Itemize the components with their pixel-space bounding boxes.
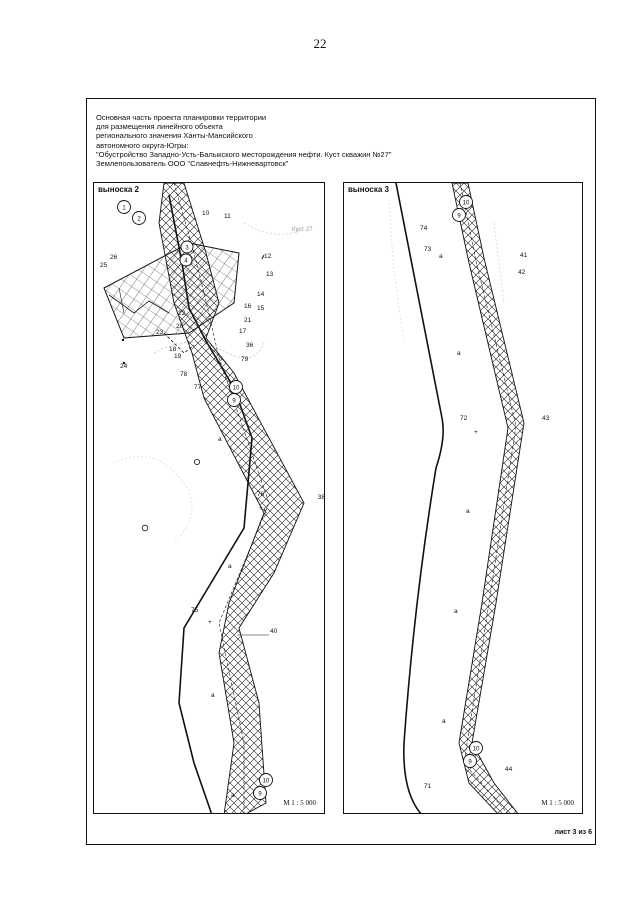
road-line (396, 183, 443, 814)
svg-text:a: a (228, 563, 232, 570)
scale-label: М 1 : 5 000 (541, 799, 574, 807)
svg-text:a: a (211, 692, 215, 699)
corridor-hatch-area (452, 183, 524, 814)
page-number: 22 (313, 36, 327, 51)
circle-marker-label: 10 (232, 385, 240, 392)
map-label: 12 (264, 253, 272, 260)
circle-marker-label: 1 (122, 205, 126, 212)
svg-text:a: a (442, 718, 446, 725)
svg-text:a: a (218, 436, 222, 443)
title-line-3: регионального значения Ханты-Мансийского (96, 131, 253, 141)
map-label: 44 (505, 766, 513, 773)
map-label: 36 (246, 342, 254, 349)
callout-title: выноска 2 (98, 185, 139, 194)
map-label: 14 (257, 291, 265, 298)
title-line-4: автономного округа-Югры: (96, 140, 189, 150)
map-label: 16 (244, 303, 252, 310)
map-label: 10 (202, 210, 210, 217)
svg-text:a: a (231, 792, 235, 799)
callout-panel-2 (93, 182, 325, 814)
callout-panel-3 (343, 182, 583, 814)
map-label: 11 (224, 213, 231, 220)
title-line-5: "Обустройство Западно-Усть-Балыкского месторождения нефти. Куст скважин №27" (96, 149, 392, 159)
map-label: 71 (424, 783, 432, 790)
map-label: 26 (110, 254, 118, 261)
circle-marker-label: 9 (258, 791, 262, 798)
map-label: 20 (176, 323, 184, 330)
map-label: 22 (178, 310, 186, 317)
svg-text:+: + (208, 619, 212, 626)
map-label: 76 (257, 491, 265, 498)
map-faint-label: Куст 27 (292, 227, 313, 233)
circle-marker-label: 10 (462, 200, 470, 207)
title-line-6: Землепользователь ООО "Славнефть-Нижневартовск" (96, 159, 289, 169)
map-label: 75 (191, 607, 199, 614)
svg-text:+: + (259, 505, 263, 512)
circle-marker-label: 4 (184, 258, 188, 265)
circle-marker-label: 9 (232, 398, 236, 405)
map-label: 23 (156, 329, 164, 336)
svg-text:a: a (454, 608, 458, 615)
map-label: 13 (266, 271, 274, 278)
map-label: 18 (169, 346, 177, 353)
title-line-2: для размещения линейного объекта (96, 122, 223, 132)
callout-title: выноска 3 (348, 185, 389, 194)
svg-text:a: a (466, 508, 470, 515)
circle-marker-label: 9 (457, 213, 461, 220)
map-label: 17 (239, 328, 247, 335)
title-block (96, 113, 496, 168)
map-label: 73 (424, 246, 432, 253)
map-label: 19 (174, 353, 182, 360)
callout-2-map (94, 183, 325, 814)
map-label: 21 (244, 317, 252, 324)
circle-marker-label: 3 (185, 245, 189, 252)
title-line-1: Основная часть проекта планировки территории (96, 113, 267, 122)
callout-3-map (344, 183, 583, 814)
map-label: 38 (317, 494, 325, 501)
map-label: 41 (520, 252, 528, 259)
circle-marker-label: 2 (137, 216, 141, 223)
map-label: 24 (120, 363, 128, 370)
map-label: 78 (180, 371, 188, 378)
svg-text:+: + (474, 429, 478, 436)
circle-marker-label: 10 (262, 778, 270, 785)
map-label: 43 (542, 415, 550, 422)
circle-marker-label: 10 (472, 746, 480, 753)
sheet-number-label: лист 3 из 6 (554, 829, 592, 836)
map-label: 40 (270, 628, 278, 635)
map-label: 42 (518, 269, 526, 276)
map-label: 72 (460, 415, 468, 422)
map-label: 74 (420, 225, 428, 232)
scale-label: М 1 : 5 000 (283, 799, 316, 807)
circle-marker-label: 9 (468, 759, 472, 766)
map-label: 15 (257, 305, 265, 312)
svg-text:a: a (439, 253, 443, 260)
map-label: 77 (194, 384, 202, 391)
map-label: 25 (100, 262, 108, 269)
svg-text:a: a (457, 350, 461, 357)
map-label: 79 (241, 356, 249, 363)
